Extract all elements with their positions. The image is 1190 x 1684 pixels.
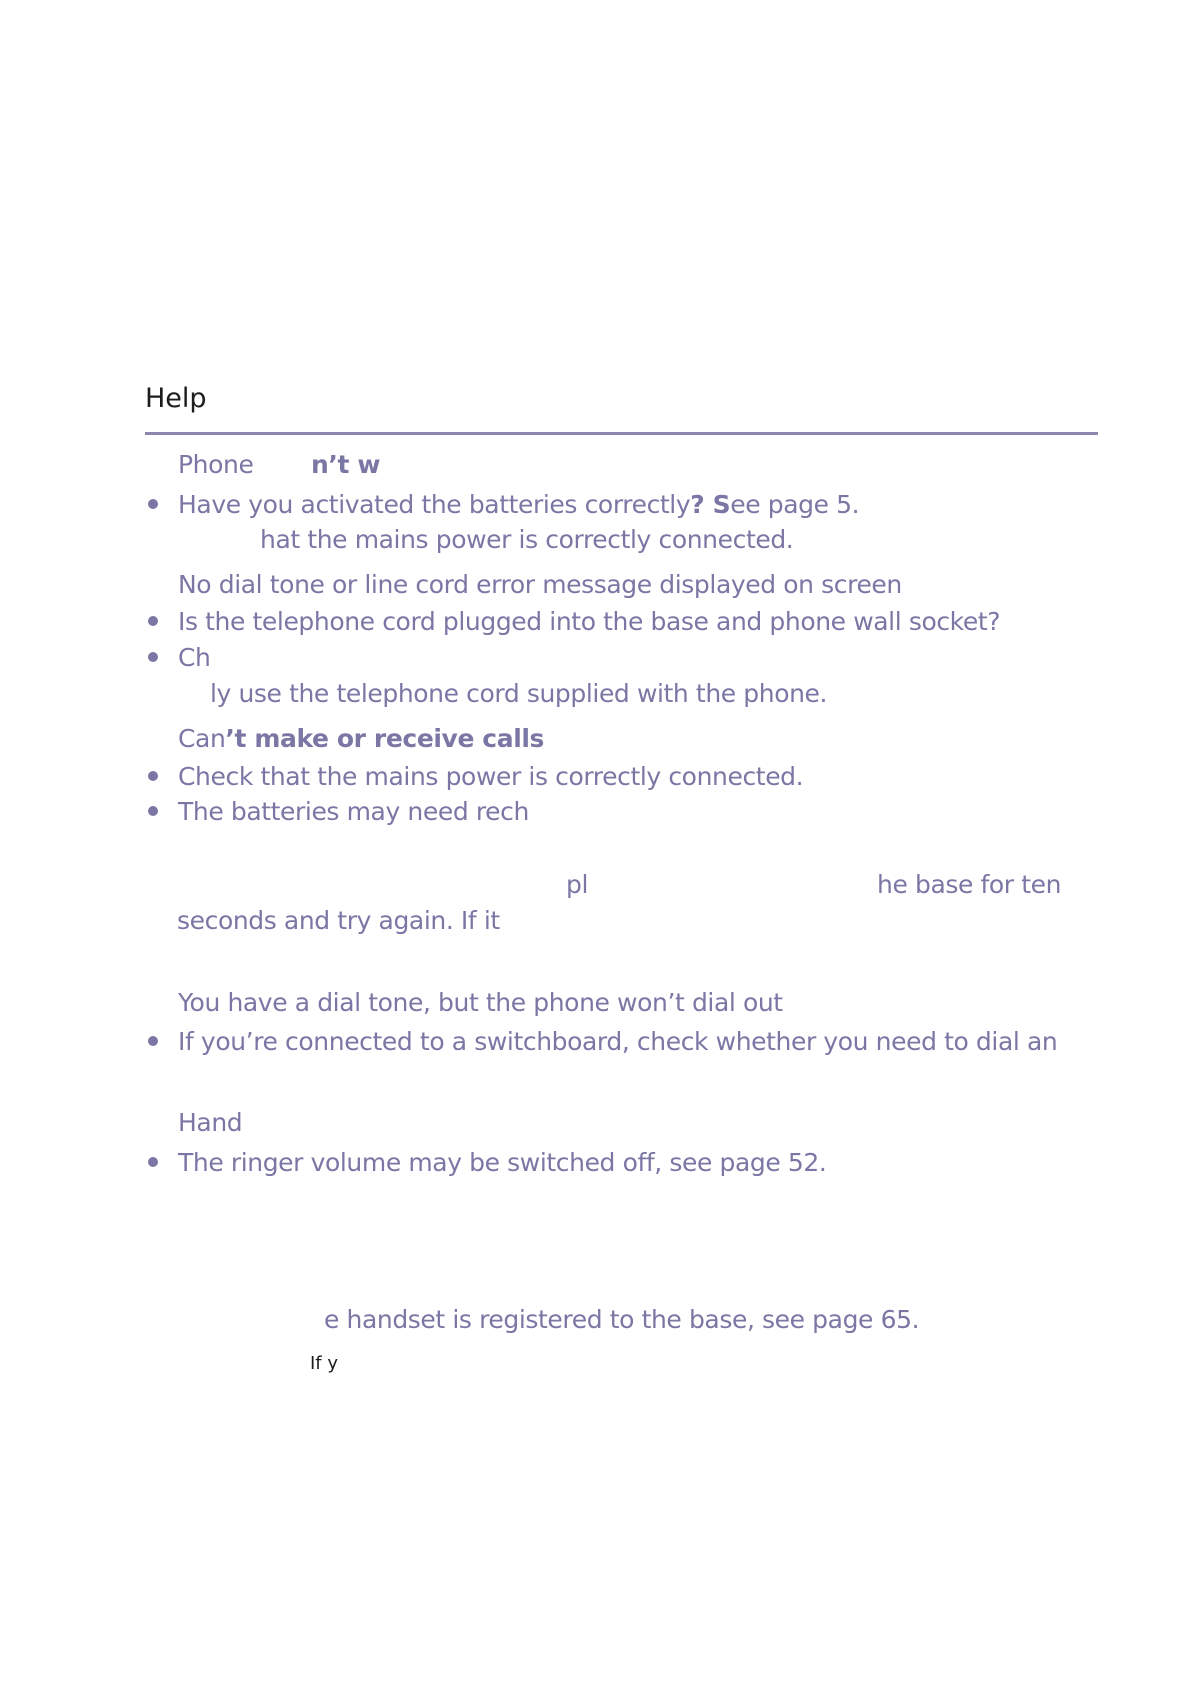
bullet-dot bbox=[148, 499, 158, 509]
section-heading-phone-suffix: n’t w bbox=[311, 450, 381, 479]
list-item: Check that the mains power is correctly connected. bbox=[178, 762, 804, 791]
list-item: Ch bbox=[178, 643, 211, 672]
text-fragment: pl bbox=[566, 870, 589, 899]
bullet-dot bbox=[148, 616, 158, 626]
list-item-continuation: hat the mains power is correctly connected. bbox=[260, 525, 794, 554]
bullet-dot bbox=[148, 652, 158, 662]
page-header-title: Help bbox=[145, 383, 207, 414]
text-fragment-small: If y bbox=[310, 1353, 339, 1374]
section-heading-cant-make-calls: Can’t make or receive calls bbox=[178, 724, 545, 753]
section-heading-phone bbox=[178, 452, 253, 477]
bullet-dot bbox=[148, 771, 158, 781]
heading-part: Phone bbox=[178, 450, 254, 479]
list-item: The batteries may need rech bbox=[178, 797, 529, 826]
section-heading-dial-tone-no-dial-out: You have a dial tone, but the phone won’t dial out bbox=[178, 988, 783, 1017]
bullet-dot bbox=[148, 806, 158, 816]
bullet-dot bbox=[148, 1036, 158, 1046]
list-item-continuation: ly use the telephone cord supplied with the phone. bbox=[210, 679, 828, 708]
section-heading-handset: Hand bbox=[178, 1108, 243, 1137]
text-fragment: he base for ten bbox=[877, 870, 1062, 899]
header-divider bbox=[145, 432, 1098, 435]
list-item: Have you activated the batteries correctly? See page 5. bbox=[178, 490, 860, 519]
list-item-continuation: e handset is registered to the base, see page 65. bbox=[324, 1305, 920, 1334]
list-item: The ringer volume may be switched off, see page 52. bbox=[178, 1148, 827, 1177]
list-item-continuation: seconds and try again. If it bbox=[177, 906, 500, 935]
list-item: Is the telephone cord plugged into the base and phone wall socket? bbox=[178, 607, 1001, 636]
section-heading-no-dial-tone: No dial tone or line cord error message displayed on screen bbox=[178, 570, 902, 599]
bullet-dot bbox=[148, 1157, 158, 1167]
list-item: If you’re connected to a switchboard, check whether you need to dial an bbox=[178, 1027, 1058, 1056]
